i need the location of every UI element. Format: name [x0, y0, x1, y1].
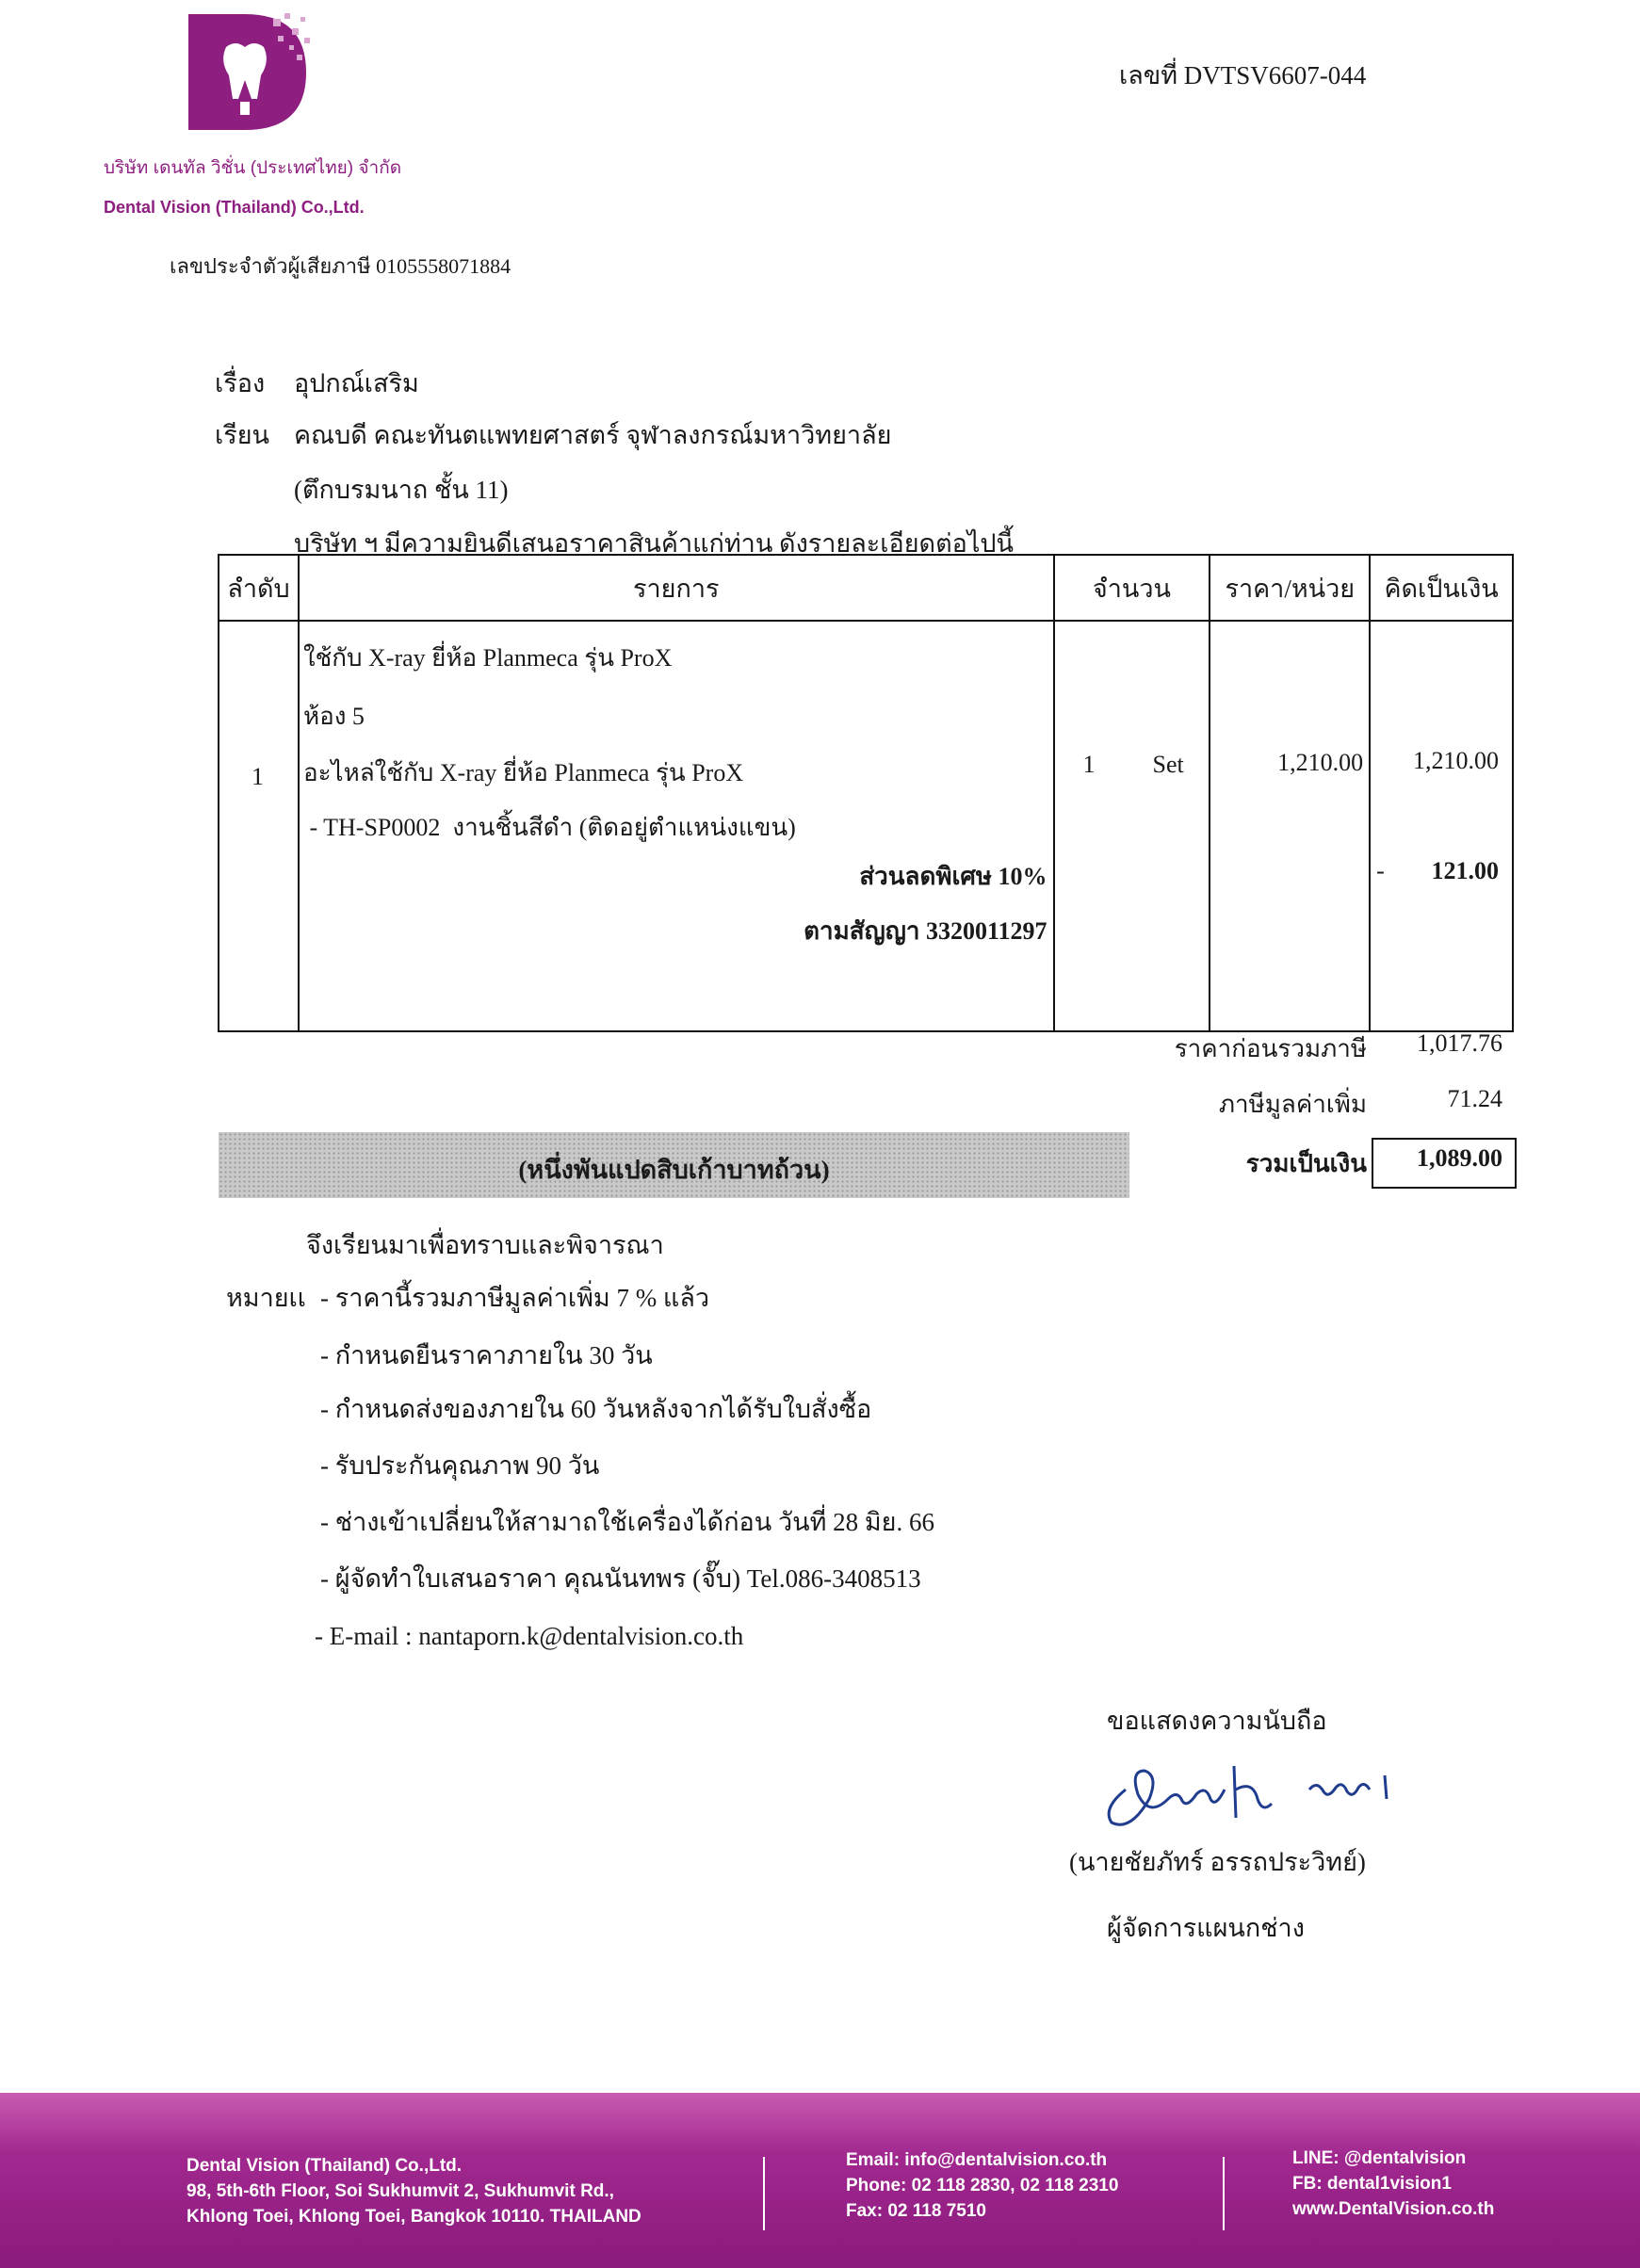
row-description-cell: [299, 621, 1054, 1031]
header-amount: คิดเป็นเงิน: [1370, 555, 1513, 621]
total-label: รวมเป็นเงิน: [1245, 1150, 1367, 1177]
signer-position: ผู้จัดการแผนกช่าง: [1107, 1914, 1305, 1942]
subtotal-value: 1,017.76: [1417, 1029, 1502, 1057]
desc-line-3: อะไหล่ใช้กับ X-ray ยี่ห้อ Planmeca รุ่น ProX: [302, 759, 744, 786]
footer-contact-block: [846, 2147, 1118, 2224]
header-unit-price: ราคา/หน่วย: [1210, 555, 1370, 621]
note-item: - ราคานี้รวมภาษีมูลค่าเพิ่ม 7 % แล้ว: [320, 1284, 710, 1312]
subject-label: เรื่อง: [215, 369, 266, 397]
row-no-cell: [219, 621, 299, 1031]
table-row: [219, 621, 1513, 1031]
header-description: รายการ: [299, 555, 1054, 621]
page-footer: [0, 2093, 1640, 2268]
footer-website: www.DentalVision.co.th: [1292, 2199, 1495, 2219]
row-amount-cell: [1370, 621, 1513, 1031]
amount-in-words: (หนึ่งพันแปดสิบเก้าบาทถ้วน): [518, 1156, 830, 1184]
signer-name: (นายชัยภัทร์ อรรถประวิทย์): [1069, 1848, 1366, 1876]
closing-text: จึงเรียนมาเพื่อทราบและพิจารณา: [306, 1231, 664, 1259]
discount-label: ส่วนลดพิเศษ 10%: [859, 863, 1047, 890]
tax-id: เลขประจำตัวผู้เสียภาษี 0105558071884: [170, 254, 511, 278]
row-unit-price-cell: [1210, 621, 1370, 1031]
items-table: [218, 554, 1514, 1032]
company-name-thai: บริษัท เดนทัล วิชั่น (ประเทศไทย) จำกัด: [104, 158, 402, 178]
desc-line-4: - TH-SP0002 งานชิ้นสีดำ (ติดอยู่ตำแหน่งแขน): [302, 814, 796, 841]
table-header-row: [219, 555, 1513, 621]
header-quantity: จำนวน: [1054, 555, 1210, 621]
footer-email: Email: info@dentalvision.co.th: [846, 2150, 1108, 2170]
notes-label: หมายเเ: [226, 1284, 307, 1312]
total-value: 1,089.00: [1417, 1144, 1502, 1172]
vat-label: ภาษีมูลค่าเพิ่ม: [1218, 1091, 1367, 1118]
footer-divider: [1223, 2157, 1225, 2230]
contract-number: ตามสัญญา 3320011297: [804, 917, 1047, 945]
discount-sign: -: [1376, 857, 1385, 884]
row-amount: 1,210.00: [1413, 747, 1499, 774]
regards-text: ขอแสดงความนับถือ: [1107, 1707, 1327, 1735]
row-unit-price: 1,210.00: [1277, 749, 1364, 776]
recipient-line1: คณบดี คณะทันตแพทยศาสตร์ จุฬาลงกรณ์มหาวิทยาลัย: [294, 421, 892, 449]
footer-line-id: LINE: @dentalvision: [1292, 2148, 1467, 2168]
desc-line-2: ห้อง 5: [302, 703, 365, 730]
desc-line-1: ใช้กับ X-ray ยี่ห้อ Planmeca รุ่น ProX: [302, 644, 673, 672]
footer-facebook: FB: dental1vision1: [1292, 2174, 1452, 2194]
footer-address-block: [187, 2153, 641, 2229]
footer-phone: Phone: 02 118 2830, 02 118 2310: [846, 2176, 1119, 2195]
note-item: - E-mail : nantaporn.k@dentalvision.co.th: [315, 1622, 744, 1650]
footer-divider: [763, 2157, 765, 2230]
document-number: เลขที่ DVTSV6607-044: [1119, 61, 1367, 89]
company-logo: [184, 9, 316, 132]
row-no: 1: [252, 763, 264, 790]
handwritten-signature: [1093, 1742, 1413, 1837]
row-quantity-cell: [1054, 621, 1210, 1031]
footer-social-block: [1292, 2146, 1494, 2222]
header-no: ลำดับ: [219, 555, 299, 621]
footer-address-line2: Khlong Toei, Khlong Toei, Bangkok 10110. THAILAND: [187, 2207, 641, 2227]
footer-address-line1: 98, 5th-6th Floor, Soi Sukhumvit 2, Sukhumvit Rd.,: [187, 2181, 614, 2201]
subtotal-label: ราคาก่อนรวมภาษี: [1174, 1035, 1367, 1062]
note-item: - รับประกันคุณภาพ 90 วัน: [320, 1451, 600, 1480]
subject-value: อุปกณ์เสริม: [294, 369, 419, 397]
footer-company-name: Dental Vision (Thailand) Co.,Ltd.: [187, 2156, 463, 2176]
note-item: - ช่างเข้าเปลี่ยนให้สามาถใช้เครื่องได้ก่อน วันที่ 28 มิย. 66: [320, 1508, 934, 1536]
note-item: - กำหนดส่งของภายใน 60 วันหลังจากได้รับใบสั่งซื้อ: [320, 1395, 872, 1423]
footer-fax: Fax: 02 118 7510: [846, 2201, 986, 2221]
recipient-line2: (ตึกบรมนาถ ชั้น 11): [294, 476, 509, 504]
intro-text: บริษัท ฯ มีความยินดีเสนอราคาสินค้าแก่ท่าน ดังรายละเอียดต่อไปนี้: [294, 529, 1015, 558]
discount-amount: 121.00: [1431, 857, 1499, 884]
note-item: - กำหนดยืนราคาภายใน 30 วัน: [320, 1341, 653, 1369]
row-quantity: 1: [1082, 751, 1096, 778]
company-name-english: Dental Vision (Thailand) Co.,Ltd.: [104, 198, 365, 217]
recipient-label: เรียน: [215, 421, 270, 449]
vat-value: 71.24: [1447, 1085, 1502, 1112]
note-item: - ผู้จัดทำใบเสนอราคา คุณนันทพร (จั๊บ) Tel.086-3408513: [320, 1564, 921, 1593]
row-unit: Set: [1152, 751, 1184, 778]
